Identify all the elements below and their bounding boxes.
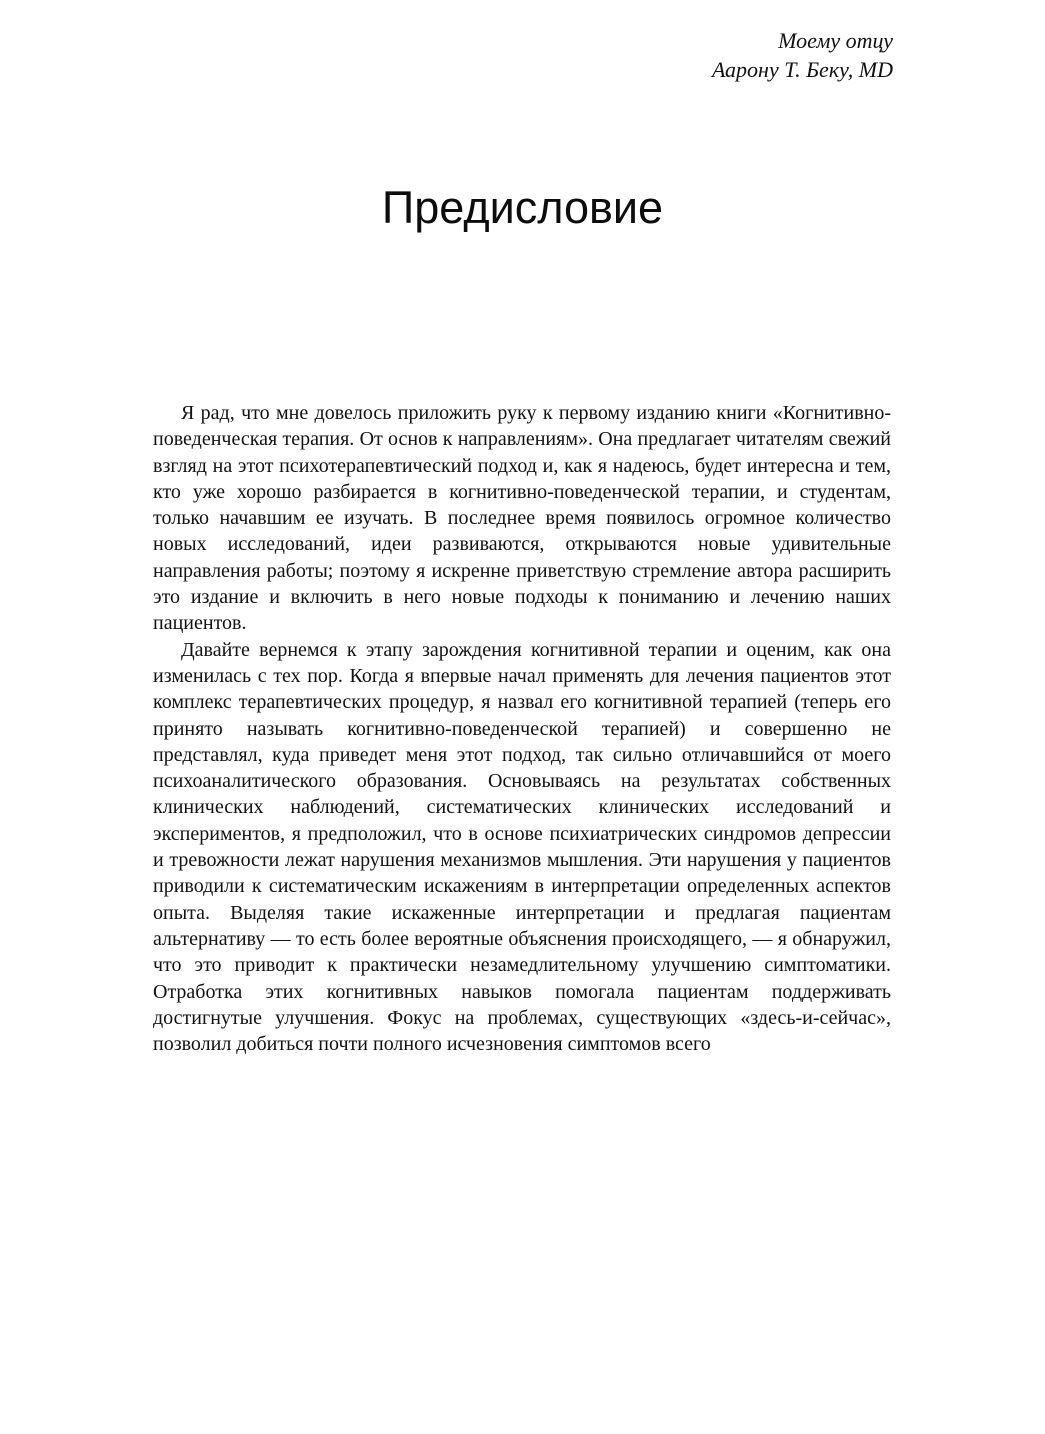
page-title: Предисловие [381, 182, 664, 233]
dedication [712, 26, 893, 84]
body-text [153, 400, 891, 1057]
dedication-line-2: Аарону Т. Беку, MD [711, 57, 893, 82]
paragraph-2: Давайте вернемся к этапу зарождения когнитивной терапии и оценим, как она изменилась с тех пор. Когда я впервые начал применять для лечения пациентов этот комплекс терапевтических процедур, я назвал его когнитивной терапией (теперь его принято называть когнитивно-поведенческой терапией) и совершенно не представлял, куда приведет меня этот подход, так сильно отличавшийся от моего психоаналитического образования. Основываясь на результатах собственных клинических наблюдений, систематических клинических исследований и экспериментов, я предположил, что в основе психиатрических синдромов депрессии и тревожности лежат нарушения механизмов мышления. Эти нарушения у пациентов приводили к систематическим искажениям в интерпретации определенных аспектов опыта. Выделяя такие искаженные интерпретации и предлагая пациентам альтернативу — то есть более вероятные объяснения происходящего, — я обнаружил, что это приводит к практически незамедлительному улучшению симптоматики. Отработка этих когнитивных навыков помогала пациентам поддерживать достигнутые улучшения. Фокус на проблемах, существующих «здесь-и-сейчас», позволил добиться почти полного исчезновения симптомов всего [153, 638, 891, 1056]
dedication-line-1: Моему отцу [778, 28, 893, 53]
paragraph-1: Я рад, что мне довелось приложить руку к первому изданию книги «Когнитивно-поведенческая терапия. От основ к направлениям». Она предлагает читателям свежий взгляд на этот психотерапевтический подход и, как я надеюсь, будет интересна и тем, кто уже хорошо разбирается в когнитивно-поведенческой терапии, и студентам, только начавшим ее изучать. В последнее время появилось огромное количество новых исследований, идеи развиваются, открываются новые удивительные направления работы; поэтому я искренне приветствую стремление автора расширить это издание и включить в него новые подходы к пониманию и лечению наших пациентов. [153, 402, 891, 635]
